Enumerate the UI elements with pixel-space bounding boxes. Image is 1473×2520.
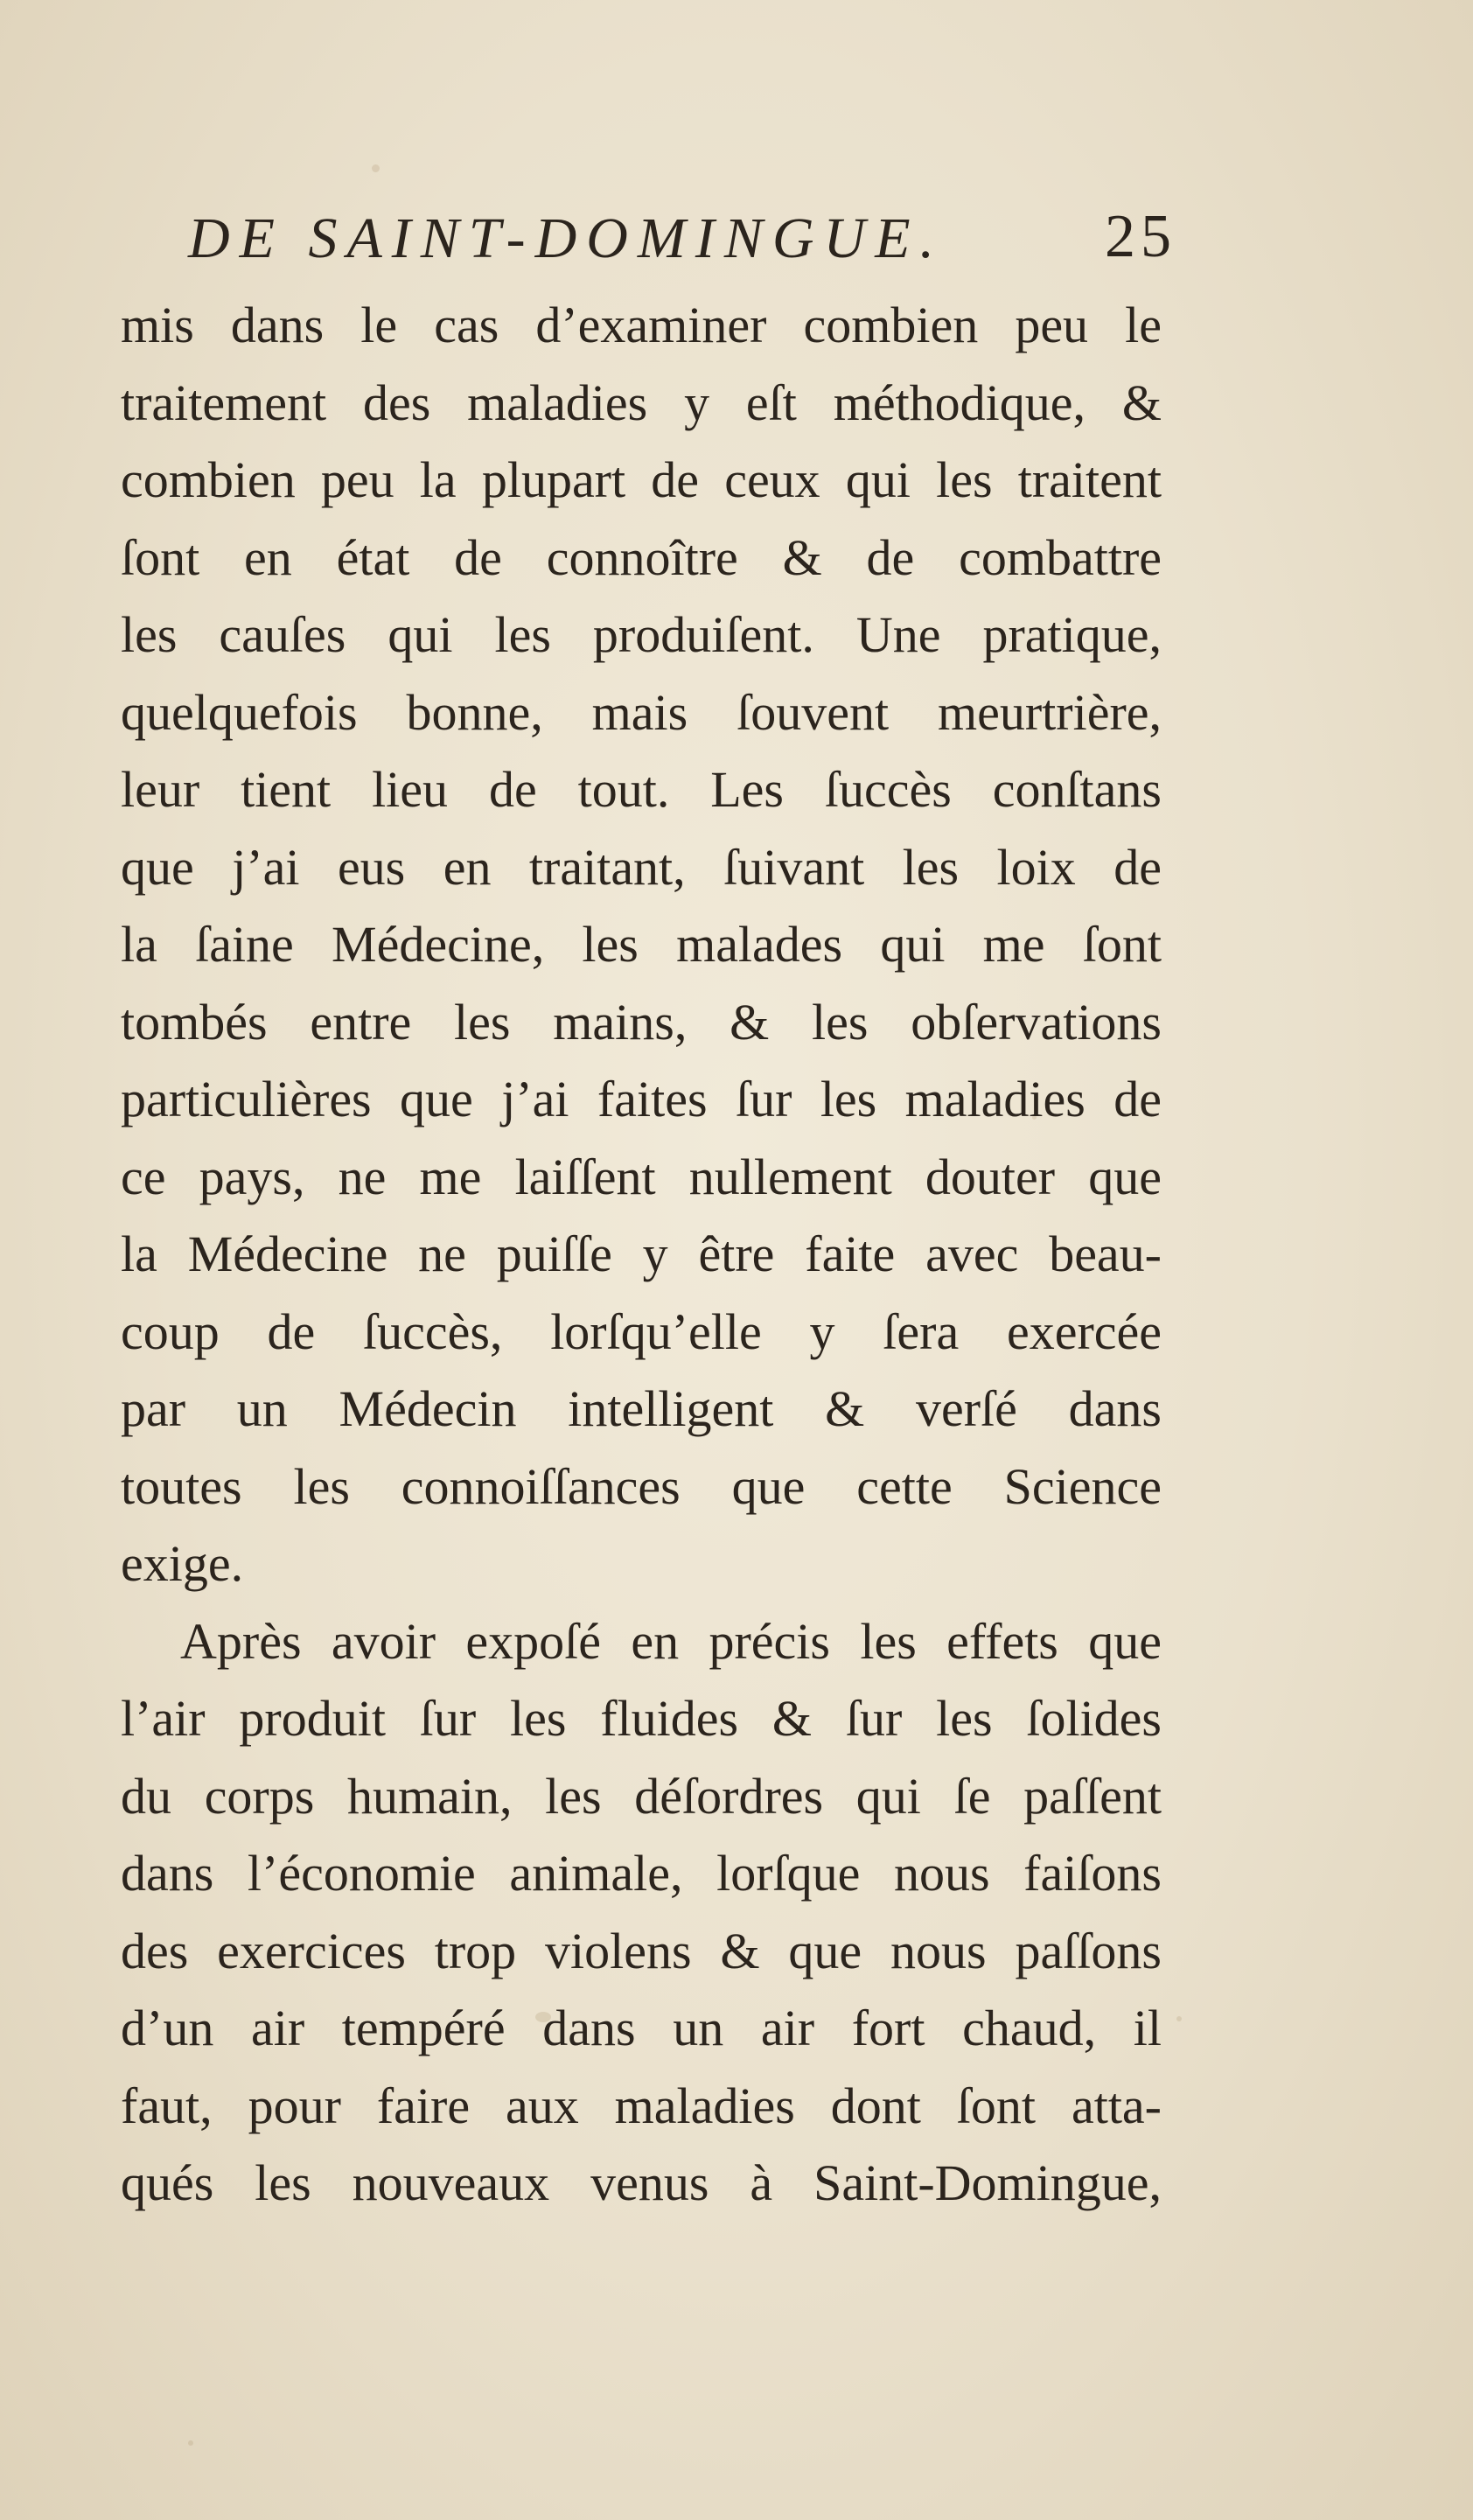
text-line: particulières que j’ai faites ſur les maladies de — [121, 1071, 1162, 1127]
text-line: leur tient lieu de tout. Les ſuccès conſtans — [121, 761, 1162, 818]
text-line: coup de ſuccès, lorſqu’elle y ſera exercée — [121, 1302, 1162, 1360]
text-line: dans l’économie animale, lorſque nous faiſons — [121, 1845, 1162, 1902]
text-line: faut, pour faire aux maladies dont ſont atta- — [121, 2077, 1162, 2134]
text-line: exige. — [121, 1535, 244, 1592]
running-head — [188, 197, 1176, 284]
text-line: l’air produit ſur les fluides & ſur les ſolides — [121, 1690, 1162, 1747]
text-line: traitement des maladies y eſt méthodique, & — [121, 373, 1162, 431]
page-number: 25 — [1105, 203, 1176, 270]
paper-spot — [372, 164, 380, 172]
text-line: les cauſes qui les produiſent. Une pratique, — [121, 606, 1162, 663]
text-line: tombés entre les mains, & les obſervations — [121, 993, 1162, 1051]
text-line: ſont en état de connoître & de combattre — [121, 528, 1162, 586]
text-line: que j’ai eus en traitant, ſuivant les loix de — [121, 838, 1162, 896]
text-line: combien peu la plupart de ceux qui les traitent — [121, 451, 1162, 508]
paper-spot — [188, 2440, 193, 2446]
text-line: la Médecine ne puiſſe y être faite avec beau- — [121, 1225, 1162, 1282]
text-line: des exercices trop violens & que nous paſſons — [121, 1922, 1162, 1979]
text-line: quelquefois bonne, mais ſouvent meurtrière, — [121, 683, 1162, 741]
text-line: du corps humain, les déſordres qui ſe paſſent — [121, 1767, 1162, 1825]
text-line: la ſaine Médecine, les malades qui me ſont — [121, 916, 1162, 973]
paper-spot — [1176, 2016, 1182, 2021]
text-line: ce pays, ne me laiſſent nullement douter que — [121, 1148, 1162, 1205]
text-line: qués les nouveaux venus à Saint-Domingue, — [121, 2154, 1162, 2211]
running-title: DE SAINT-DOMINGUE. — [188, 206, 945, 270]
body-text — [121, 287, 1162, 2223]
text-line: d’un air tempéré dans un air fort chaud, il — [121, 2000, 1162, 2056]
text-line: Après avoir expoſé en précis les effets que — [180, 1612, 1162, 1670]
text-line: toutes les connoiſſances que cette Science — [121, 1457, 1162, 1515]
text-line: par un Médecin intelligent & verſé dans — [121, 1380, 1162, 1437]
text-line: mis dans le cas d’examiner combien peu le — [121, 297, 1162, 353]
